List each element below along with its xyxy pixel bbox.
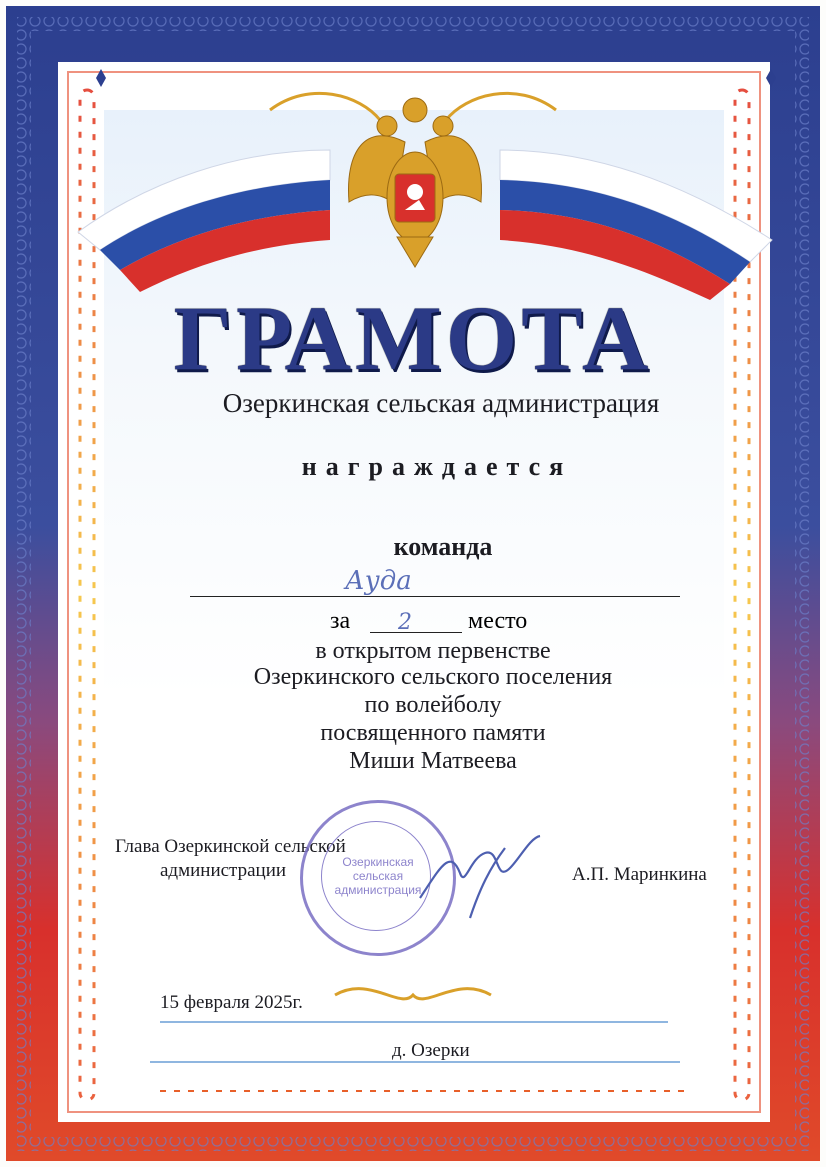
stamp-line-1: Озеркинская <box>342 855 414 869</box>
signer-position-line2: администрации <box>160 860 287 881</box>
body-line-2: Озеркинского сельского поселения <box>253 664 613 690</box>
body-line-3: по волейболу <box>364 692 502 718</box>
body-line-4: посвященного памяти <box>320 720 546 746</box>
stamp-line-2: сельская <box>352 869 404 883</box>
signer-position-line1: Глава Озеркинской сельской <box>115 836 346 857</box>
award-place: д. Озерки <box>392 1040 470 1061</box>
place-suffix: место <box>468 608 528 634</box>
awarded-label: награждается <box>301 452 573 481</box>
certificate-title: ГРАМОТА <box>173 287 653 389</box>
place-underline <box>370 632 462 633</box>
place-prefix: за <box>330 608 351 634</box>
signer-name: А.П. Маринкина <box>572 864 707 885</box>
stamp-line-3: администрация <box>334 883 422 897</box>
handwritten-signature <box>410 828 550 928</box>
body-line-5: Миши Матвеева <box>349 748 517 774</box>
award-date: 15 февраля 2025г. <box>160 992 303 1013</box>
place-handwritten: 2 <box>398 610 412 635</box>
team-label: команда <box>393 532 493 561</box>
body-line-1: в открытом первенстве <box>315 638 551 664</box>
team-name-underline <box>190 596 680 597</box>
issuer-name: Озеркинская сельская администрация <box>222 388 660 418</box>
coat-of-arms-emblem <box>335 92 495 272</box>
team-name-handwritten: Ауда <box>345 566 412 596</box>
